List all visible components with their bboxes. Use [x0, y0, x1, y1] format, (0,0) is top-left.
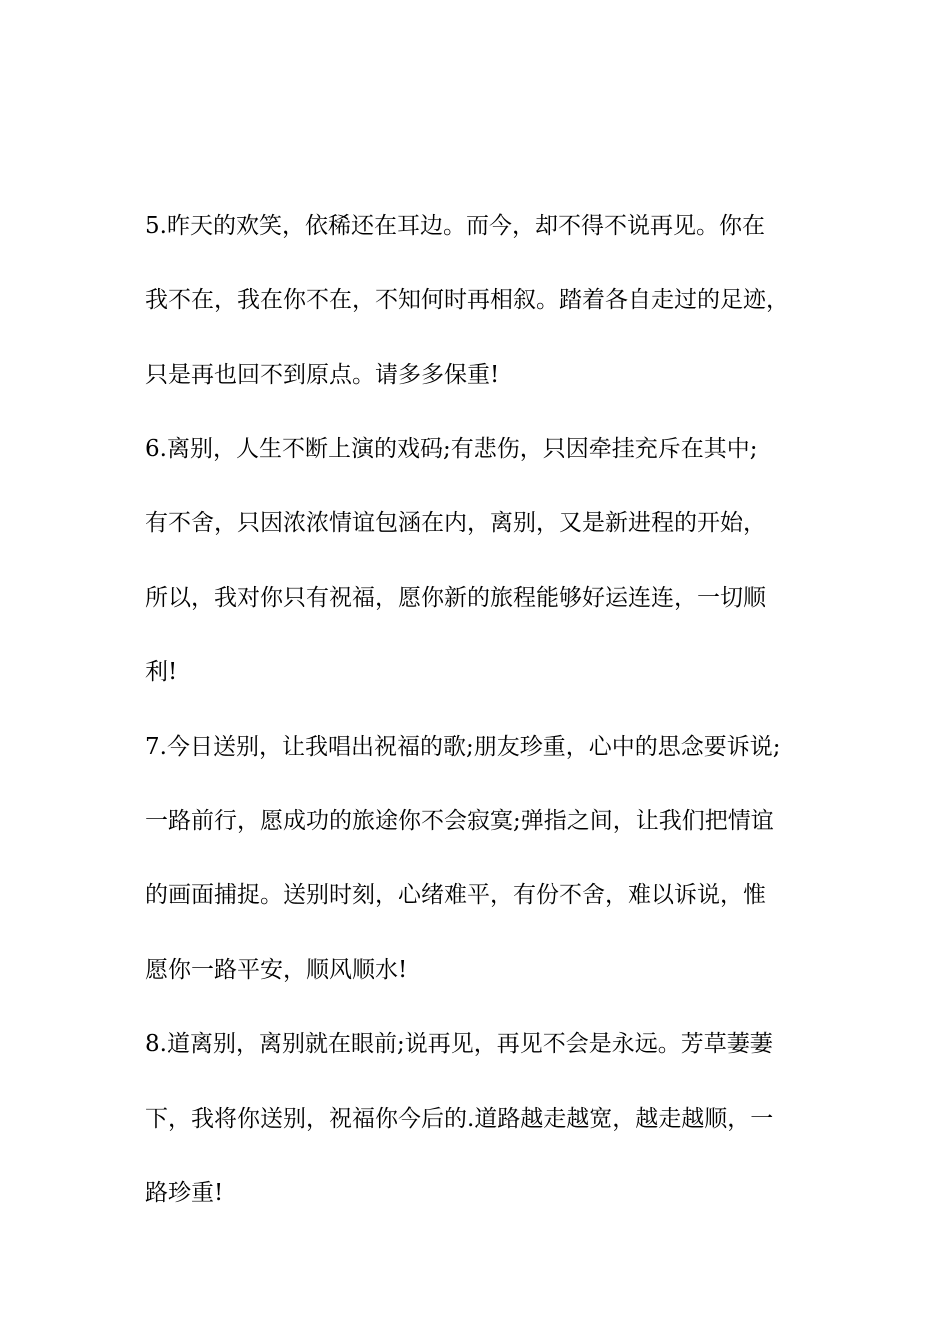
text-line: 8.道离别，离别就在眼前;说再见，再见不会是永远。芳草萋萋: [145, 1031, 773, 1057]
text-line: 路珍重!: [145, 1180, 224, 1206]
text-line: 有不舍，只因浓浓情谊包涵在内，离别，又是新进程的开始，: [145, 510, 766, 536]
text-line: 所以，我对你只有祝福，愿你新的旅程能够好运连连，一切顺: [145, 585, 766, 611]
text-line: 下，我将你送别，祝福你今后的.道路越走越宽，越走越顺，一: [145, 1106, 774, 1132]
text-line: 的画面捕捉。送别时刻，心绪难平，有份不舍，难以诉说，惟: [145, 882, 766, 908]
text-line: 7.今日送别，让我唱出祝福的歌;朋友珍重，心中的思念要诉说;: [145, 734, 781, 760]
text-line: 愿你一路平安，顺风顺水!: [145, 957, 408, 983]
text-line: 利!: [145, 659, 178, 685]
text-line: 只是再也回不到原点。请多多保重!: [145, 362, 500, 388]
text-line: 我不在，我在你不在，不知何时再相叙。踏着各自走过的足迹，: [145, 287, 789, 313]
text-line: 5.昨天的欢笑，依稀还在耳边。而今，却不得不说再见。你在: [145, 213, 765, 239]
text-line: 6.离别，人生不断上演的戏码;有悲伤，只因牵挂充斥在其中;: [145, 436, 758, 462]
text-line: 一路前行，愿成功的旅途你不会寂寞;弹指之间，让我们把情谊: [145, 808, 774, 834]
